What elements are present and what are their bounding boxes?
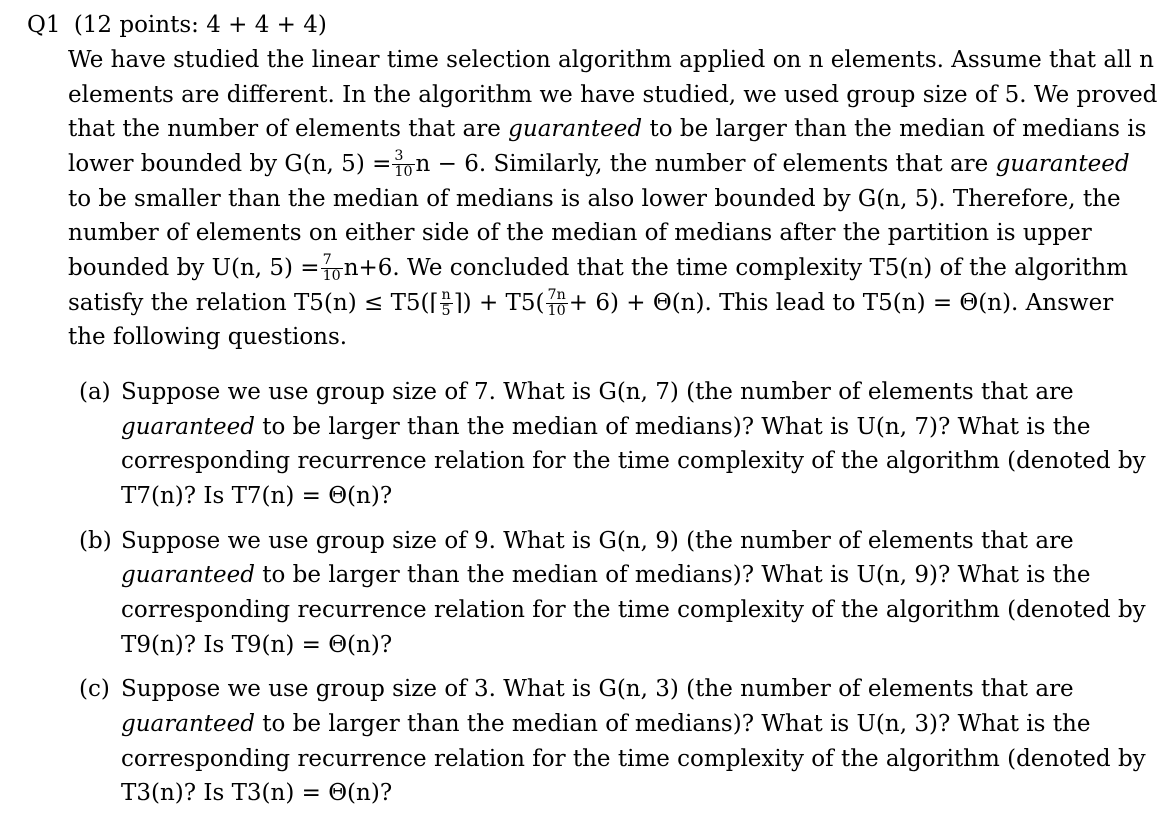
emphasis-guaranteed: guaranteed (995, 151, 1130, 177)
part-line: corresponding recurrence relation for the time complexity of the algorithm (denoted by (121, 746, 1146, 772)
part-label: (b) (79, 528, 112, 554)
intro-line (68, 287, 1114, 319)
part-text: to be larger than the median of medians)? What is U(n, 7)? What is the (262, 414, 1091, 440)
part-text: to be larger than the median of medians)? What is U(n, 3)? What is the (262, 711, 1091, 737)
part-line: corresponding recurrence relation for the time complexity of the algorithm (denoted by (121, 597, 1146, 623)
emphasis-guaranteed: guaranteed (121, 711, 255, 737)
question-number: Q1 (27, 12, 61, 38)
part-line: Suppose we use group size of 3. What is G(n, 3) (the number of elements that are (121, 676, 1074, 702)
intro-text: ⌉) + T5( (453, 290, 545, 316)
part-line (121, 560, 1091, 590)
part-line: T7(n)? Is T7(n) = Θ(n)? (121, 483, 393, 509)
fraction-n-5: $\frac{n}{5}$ (441, 287, 451, 319)
part-line: corresponding recurrence relation for the time complexity of the algorithm (denoted by (121, 448, 1146, 474)
intro-text: n+6. We concluded that the time complexity T5(n) of the algorithm (343, 255, 1128, 281)
part-line: T9(n)? Is T9(n) = Θ(n)? (121, 632, 393, 658)
intro-text: that the number of elements that are (68, 116, 501, 142)
intro-text: bounded by U(n, 5) = (68, 255, 320, 281)
part-line: Suppose we use group size of 9. What is G(n, 9) (the number of elements that are (121, 528, 1074, 554)
emphasis-guaranteed: guaranteed (121, 414, 255, 440)
question-points: (12 points: 4 + 4 + 4) (73, 12, 327, 38)
emphasis-guaranteed: guaranteed (121, 562, 255, 588)
intro-text: lower bounded by G(n, 5) = (68, 151, 392, 177)
fraction-7-10: $\frac{7}{10}$ (322, 252, 341, 284)
part-label: (a) (79, 379, 111, 405)
part-line (121, 709, 1091, 739)
intro-text: n − 6. Similarly, the number of elements that are (415, 151, 989, 177)
intro-line: number of elements on either side of the median of medians after the partition is upper (68, 220, 1092, 246)
intro-line (68, 114, 1147, 144)
fraction-7n-10: $\frac{7n}{10}$ (547, 287, 566, 319)
part-label: (c) (79, 676, 110, 702)
fraction-3-10: $\frac{3}{10}$ (394, 148, 413, 180)
question-heading (27, 10, 327, 40)
intro-line: We have studied the linear time selection algorithm applied on n elements. Assume that all n (68, 47, 1154, 73)
intro-text: to be larger than the median of medians is (649, 116, 1147, 142)
part-line (121, 412, 1091, 442)
intro-line: elements are different. In the algorithm we have studied, we used group size of 5. We proved (68, 82, 1157, 108)
intro-line (68, 148, 1130, 180)
part-line: T3(n)? Is T3(n) = Θ(n)? (121, 780, 393, 806)
intro-line (68, 252, 1128, 284)
emphasis-guaranteed: guaranteed (508, 116, 643, 142)
part-text: to be larger than the median of medians)? What is U(n, 9)? What is the (262, 562, 1091, 588)
intro-text: satisfy the relation T5(n) ≤ T5(⌈ (68, 290, 439, 316)
intro-text: + 6) + Θ(n). This lead to T5(n) = Θ(n). Answer (568, 290, 1114, 316)
intro-line: to be smaller than the median of medians is also lower bounded by G(n, 5). Therefore, the (68, 186, 1121, 212)
intro-line: the following questions. (68, 324, 348, 350)
part-line: Suppose we use group size of 7. What is G(n, 7) (the number of elements that are (121, 379, 1074, 405)
